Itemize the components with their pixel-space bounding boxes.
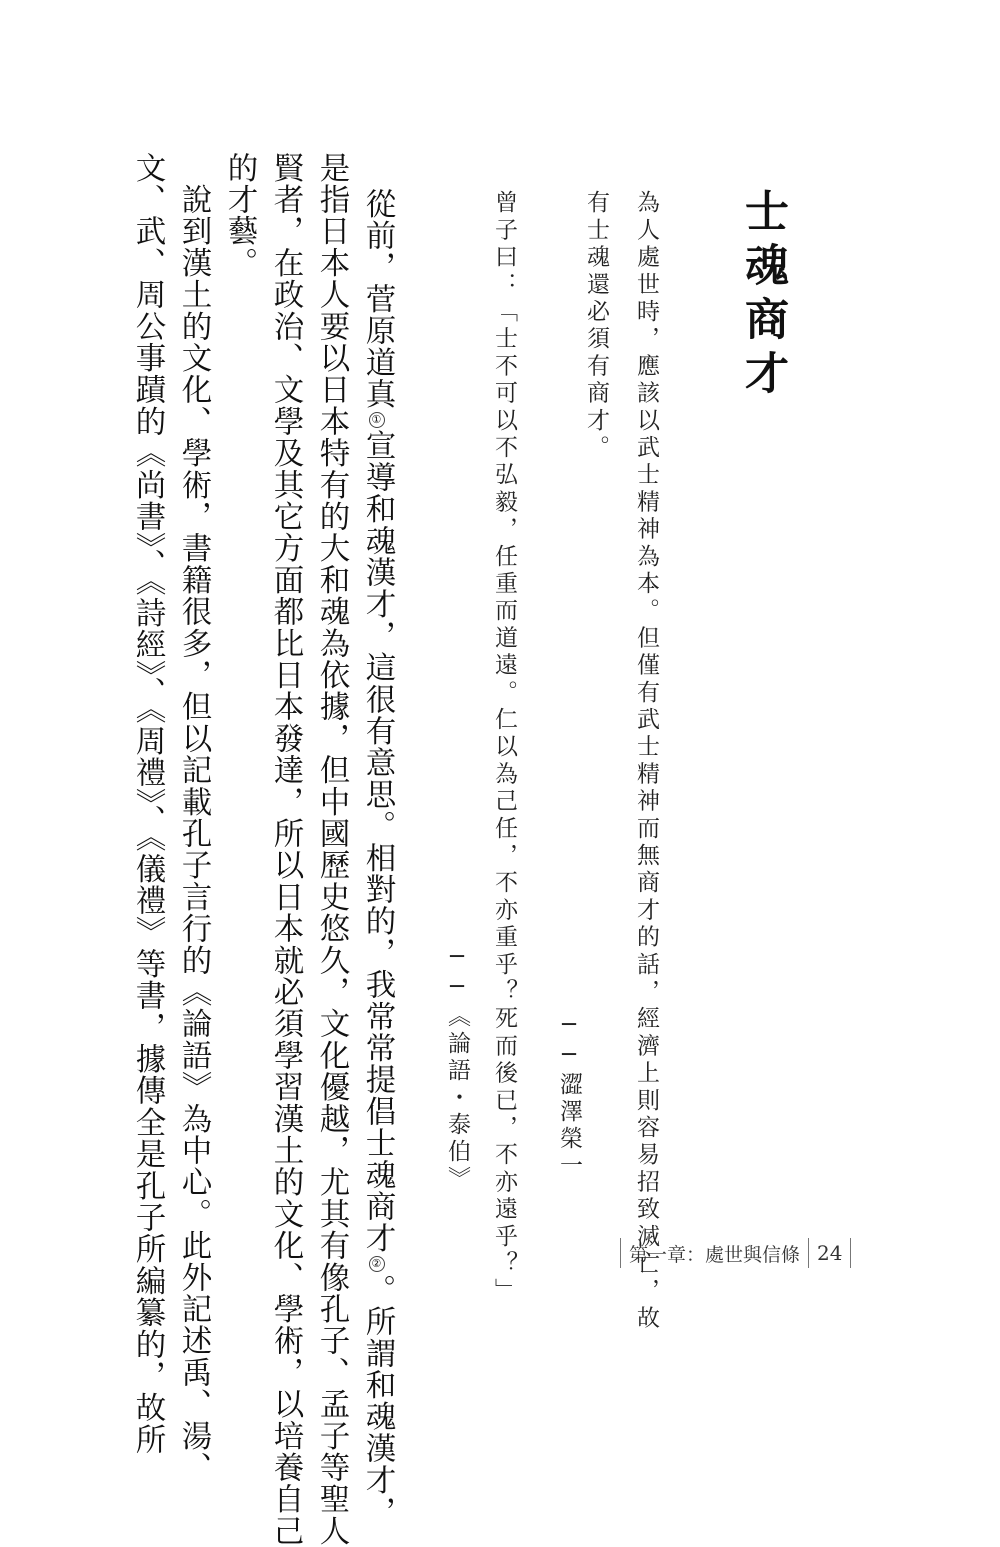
body-paragraph-1-col-1 xyxy=(354,188,400,1528)
footer-chapter: 第一章：處世與信條 xyxy=(629,1243,801,1266)
footnote-marker-1[interactable]: ① xyxy=(369,412,385,428)
body-text: 宣導和魂漢才，這很有意思。相對的，我常常提倡士魂商才 xyxy=(360,429,395,1255)
body-text: 。所謂和魂漢才， xyxy=(360,1274,395,1528)
body-paragraph-1-col-3: 賢者，在政治、文學及其它方面都比日本發達，所以日本就必須學習漢土的文化、學術，以培養自己 xyxy=(268,152,303,1547)
body-paragraph-2-col-1: 說到漢土的文化、學術，書籍很多，但以記載孔子言行的《論語》為中心。此外記述禹、湯、 xyxy=(176,152,211,1484)
quote-line: 曾子曰：「士不可以不弘毅，任重而道遠。仁以為己任，不亦重乎？死而後已，不亦遠乎？」 xyxy=(491,190,517,1306)
chapter-title: 士魂商才 xyxy=(737,188,788,404)
body-paragraph-1-col-2: 是指日本人要以日本特有的大和魂為依據，但中國歷史悠久，文化優越，尤其有像孔子、孟子等聖人 xyxy=(314,152,349,1547)
footer-divider xyxy=(850,1238,851,1268)
body-text: 從前，菅原道真 xyxy=(360,188,395,410)
footer-divider xyxy=(620,1238,621,1268)
page-footer xyxy=(612,1236,859,1270)
body-paragraph-1-col-4: 的才藝。 xyxy=(222,152,257,279)
epigraph-line-2: 有士魂還必須有商才。 xyxy=(583,190,609,462)
body-paragraph-2-col-2: 文、武、周公事蹟的《尚書》、《詩經》、《周禮》、《儀禮》等書，據傳全是孔子所編纂的，故所 xyxy=(130,152,165,1456)
page-number: 24 xyxy=(817,1241,843,1265)
epigraph-attribution: ──澀澤榮一 xyxy=(556,1012,582,1180)
quote-attribution: ──《論語・泰伯》 xyxy=(444,944,470,1193)
footnote-marker-2[interactable]: ② xyxy=(369,1256,385,1272)
epigraph-line-1: 為人處世時，應該以武士精神為本。但僅有武士精神而無商才的話，經濟上則容易招致滅亡，故 xyxy=(633,190,659,1333)
footer-divider xyxy=(808,1238,809,1268)
